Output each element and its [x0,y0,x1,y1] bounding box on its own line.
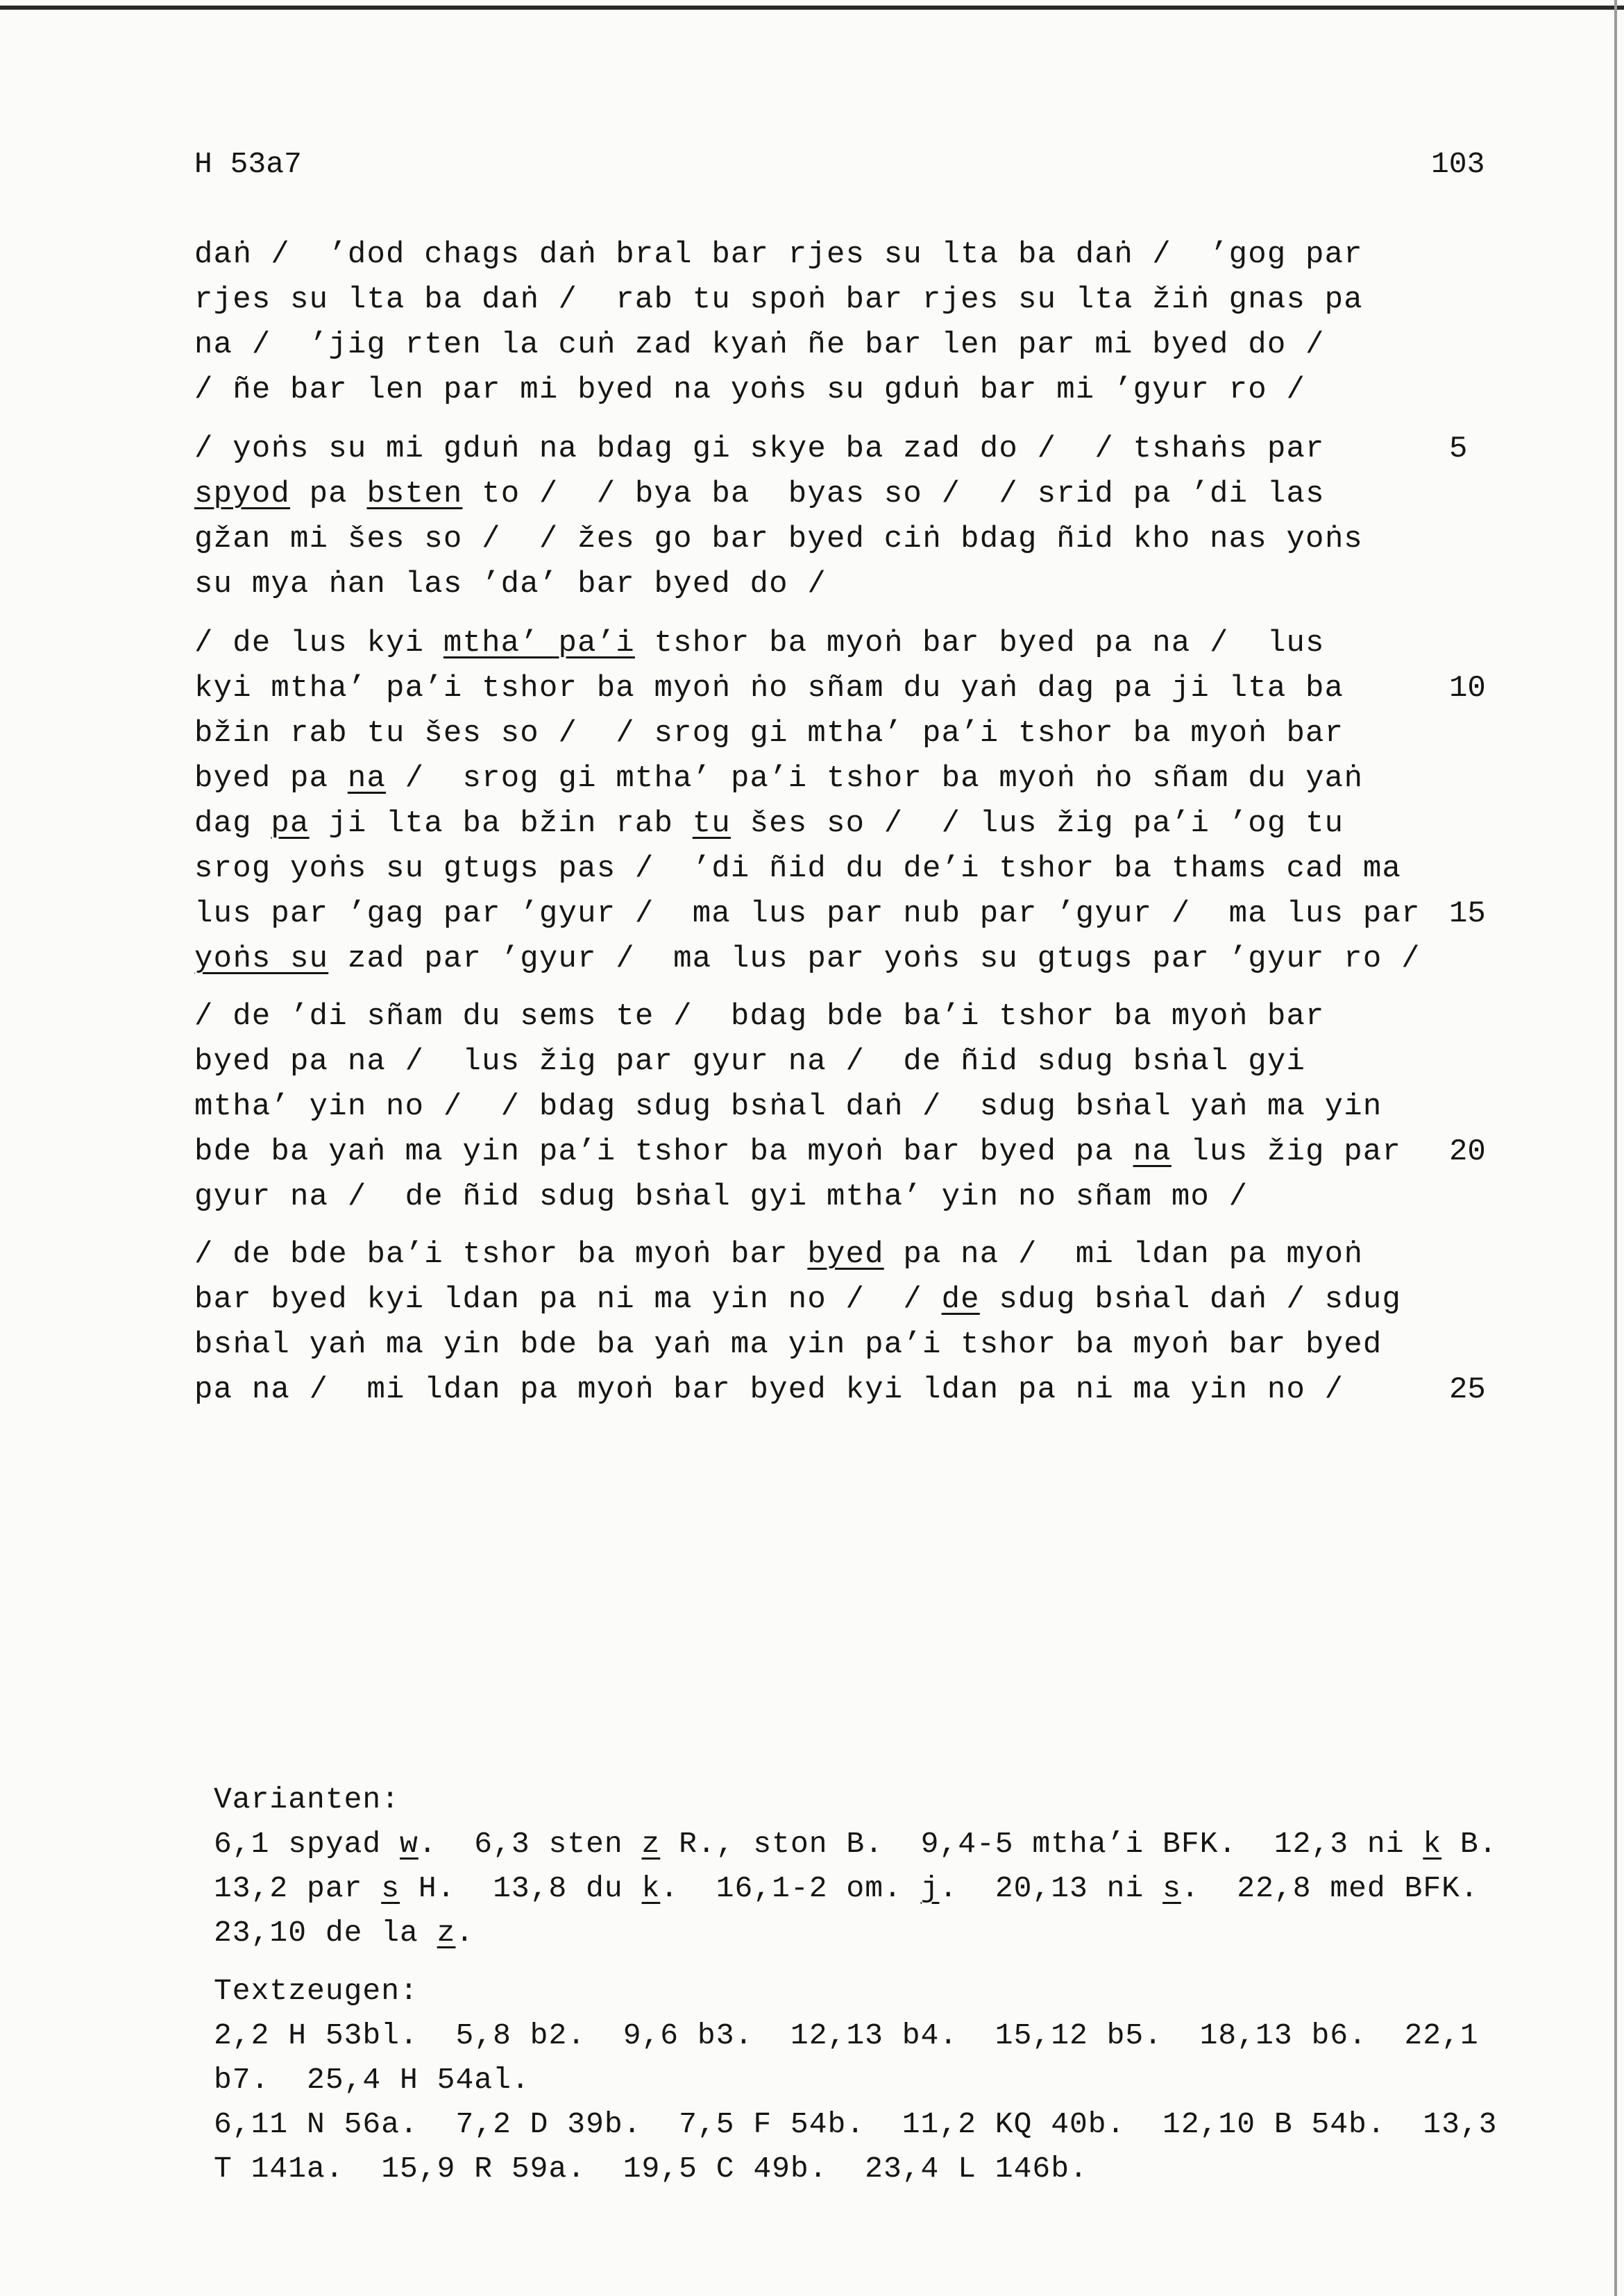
page-siglum: H 53a7 [194,147,302,181]
text-segment: to / / bya ba byas so / / srid pa ’di las [462,477,1325,511]
text-line [194,994,1444,1039]
text-segment: . [455,1916,475,1950]
underlined-text: byed [807,1237,884,1272]
text-segment: pa na / mi ldan pa myoṅ bar byed kyi ldan pa ni ma yin no / [194,1372,1344,1407]
paragraph-2 [194,427,1444,607]
text-segment: byed pa na / lus žig par gyur na / de ñid sdug bsṅal gyi [194,1044,1306,1079]
underlined-text: j [920,1871,940,1905]
witnesses-list [214,2014,1498,2191]
text-line [194,368,1444,413]
witnesses-heading: Textzeugen: [214,1974,418,2008]
text-line [194,1277,1444,1323]
text-line [194,1130,1444,1175]
text-segment: / de lus kyi [194,626,443,661]
text-line [194,278,1444,323]
line-number-10: 10 [1449,671,1486,706]
text-segment: kyi mtha’ pa’i tshor ba myoṅ ṅo sñam du yaṅ dag pa ji lta ba [194,671,1344,706]
underlined-text: yoṅs su [194,942,329,976]
apparatus-line [214,2147,1498,2191]
underlined-text: na [347,761,387,796]
text-segment: byed pa [194,761,348,796]
right-edge-line [1614,0,1617,2296]
text-segment: na / ’jig rten la cuṅ zad kyaṅ ñe bar len par mi byed do / [194,328,1325,362]
text-line [194,323,1444,368]
paragraph-3 [194,621,1444,982]
apparatus [214,1778,1498,2191]
text-line [194,472,1444,517]
text-segment: su mya ṅan las ’da’ bar byed do / [194,567,827,602]
apparatus-line [214,1866,1498,1911]
text-line [194,801,1444,847]
apparatus-line [214,2102,1498,2147]
text-segment: šes so / / lus žig pa’i ’og tu [730,806,1344,841]
line-number-5: 5 [1449,432,1468,466]
variants-heading: Varianten: [214,1783,400,1817]
underlined-text: z [641,1827,661,1861]
text-segment: H. 13,8 du [400,1871,642,1905]
text-line [194,666,1444,711]
text-line [194,847,1444,892]
text-segment: pa na / mi ldan pa myoṅ [883,1237,1363,1272]
text-line [194,427,1444,472]
text-segment: B. [1441,1827,1498,1861]
underlined-text: bsten [366,477,463,511]
text-line [194,892,1444,937]
text-segment: bžin rab tu šes so / / srog gi mtha’ pa’i tshor ba myoṅ bar [194,716,1344,751]
underlined-text: z [437,1916,456,1950]
text-segment: gžan mi šes so / / žes go bar byed ciṅ bdag ñid kho nas yoṅs [194,522,1363,556]
page-number: 103 [1431,147,1485,181]
text-segment: . 16,1-2 om. [660,1871,921,1905]
text-line [194,1323,1444,1368]
text-line [194,1039,1444,1085]
text-line [194,937,1444,982]
text-segment: . 22,8 med BFK. [1181,1871,1479,1905]
text-line [194,517,1444,562]
text-segment: 23,10 de la [214,1916,437,1950]
text-line [194,1368,1444,1413]
text-segment: 6,1 spyad [214,1827,400,1861]
text-line [194,562,1444,607]
text-segment: . 20,13 ni [939,1871,1163,1905]
text-segment: / de bde ba’i tshor ba myoṅ bar [194,1237,808,1272]
text-line [194,1175,1444,1220]
text-segment: / ñe bar len par mi byed na yoṅs su gduṅ bar mi ’gyur ro / [194,373,1306,407]
text-segment: dag [194,806,271,841]
text-line [194,756,1444,801]
text-line [194,1085,1444,1130]
line-number-15: 15 [1449,896,1486,931]
text-segment: . 6,3 sten [418,1827,642,1861]
variants-list [214,1822,1498,1955]
text-segment: gyur na / de ñid sdug bsṅal gyi mtha’ yin no sñam mo / [194,1180,1249,1214]
text-segment: rjes su lta ba daṅ / rab tu spoṅ bar rjes su lta žiṅ gnas pa [194,282,1363,317]
text-segment: T 141a. 15,9 R 59a. 19,5 C 49b. 23,4 L 146b. [214,2152,1088,2186]
text-segment: / yoṅs su mi gduṅ na bdag gi skye ba zad do / / tshaṅs par [194,432,1325,466]
text-segment: R., ston B. 9,4-5 mtha’i BFK. 12,3 ni [660,1827,1423,1861]
text-segment: b7. 25,4 H 54al. [214,2063,530,2097]
line-number-25: 25 [1449,1372,1486,1407]
underlined-text: s [381,1871,400,1905]
underlined-text: de [941,1282,980,1317]
text-segment: bde ba yaṅ ma yin pa’i tshor ba myoṅ bar byed pa [194,1134,1133,1169]
text-segment: 13,2 par [214,1871,382,1905]
underlined-text: na [1133,1134,1172,1169]
paragraph-1 [194,232,1444,413]
underlined-text: pa [271,806,310,841]
apparatus-line [214,2014,1498,2058]
paragraph-5 [194,1232,1444,1413]
text-segment: 2,2 H 53bl. 5,8 b2. 9,6 b3. 12,13 b4. 15,12 b5. 18,13 b6. 22,1 [214,2018,1479,2052]
text-segment: bsṅal yaṅ ma yin bde ba yaṅ ma yin pa’i tshor ba myoṅ bar byed [194,1327,1382,1362]
text-segment: mtha’ yin no / / bdag sdug bsṅal daṅ / sdug bsṅal yaṅ ma yin [194,1089,1382,1124]
text-segment: lus žig par [1171,1134,1402,1169]
underlined-text: tu [692,806,731,841]
text-segment: sdug bsṅal daṅ / sdug [979,1282,1402,1317]
text-segment: 6,11 N 56a. 7,2 D 39b. 7,5 F 54b. 11,2 KQ 40b. 12,10 B 54b. 13,3 [214,2107,1498,2141]
text-line [194,711,1444,756]
text-segment: srog yoṅs su gtugs pas / ’di ñid du de’i tshor ba thams cad ma [194,851,1402,886]
apparatus-line [214,1911,1498,1955]
text-segment: / de ’di sñam du sems te / bdag bde ba’i tshor ba myoṅ bar [194,999,1325,1034]
text-segment: daṅ / ’dod chags daṅ bral bar rjes su lta ba daṅ / ’gog par [194,237,1363,272]
apparatus-line [214,2058,1498,2102]
text-segment: ji lta ba bžin rab [309,806,693,841]
text-line [194,621,1444,666]
text-segment: / srog gi mtha’ pa’i tshor ba myoṅ ṅo sñam du yaṅ [386,761,1363,796]
top-border-line [0,6,1624,10]
text-segment: tshor ba myoṅ bar byed pa na / lus [634,626,1325,661]
underlined-text: mtha’ pa’i [443,626,635,661]
text-segment: bar byed kyi ldan pa ni ma yin no / / [194,1282,942,1317]
apparatus-line [214,1822,1498,1866]
underlined-text: k [641,1871,661,1905]
text-line [194,1232,1444,1277]
paragraph-4 [194,994,1444,1220]
underlined-text: k [1423,1827,1442,1861]
text-segment: lus par ’gag par ’gyur / ma lus par nub par ’gyur / ma lus par [194,896,1421,931]
text-segment: zad par ’gyur / ma lus par yoṅs su gtugs par ’gyur ro / [328,942,1421,976]
underlined-text: s [1162,1871,1181,1905]
underlined-text: w [400,1827,418,1861]
text-segment: pa [290,477,367,511]
line-number-20: 20 [1449,1134,1486,1169]
text-line [194,232,1444,278]
underlined-text: spyod [194,477,291,511]
